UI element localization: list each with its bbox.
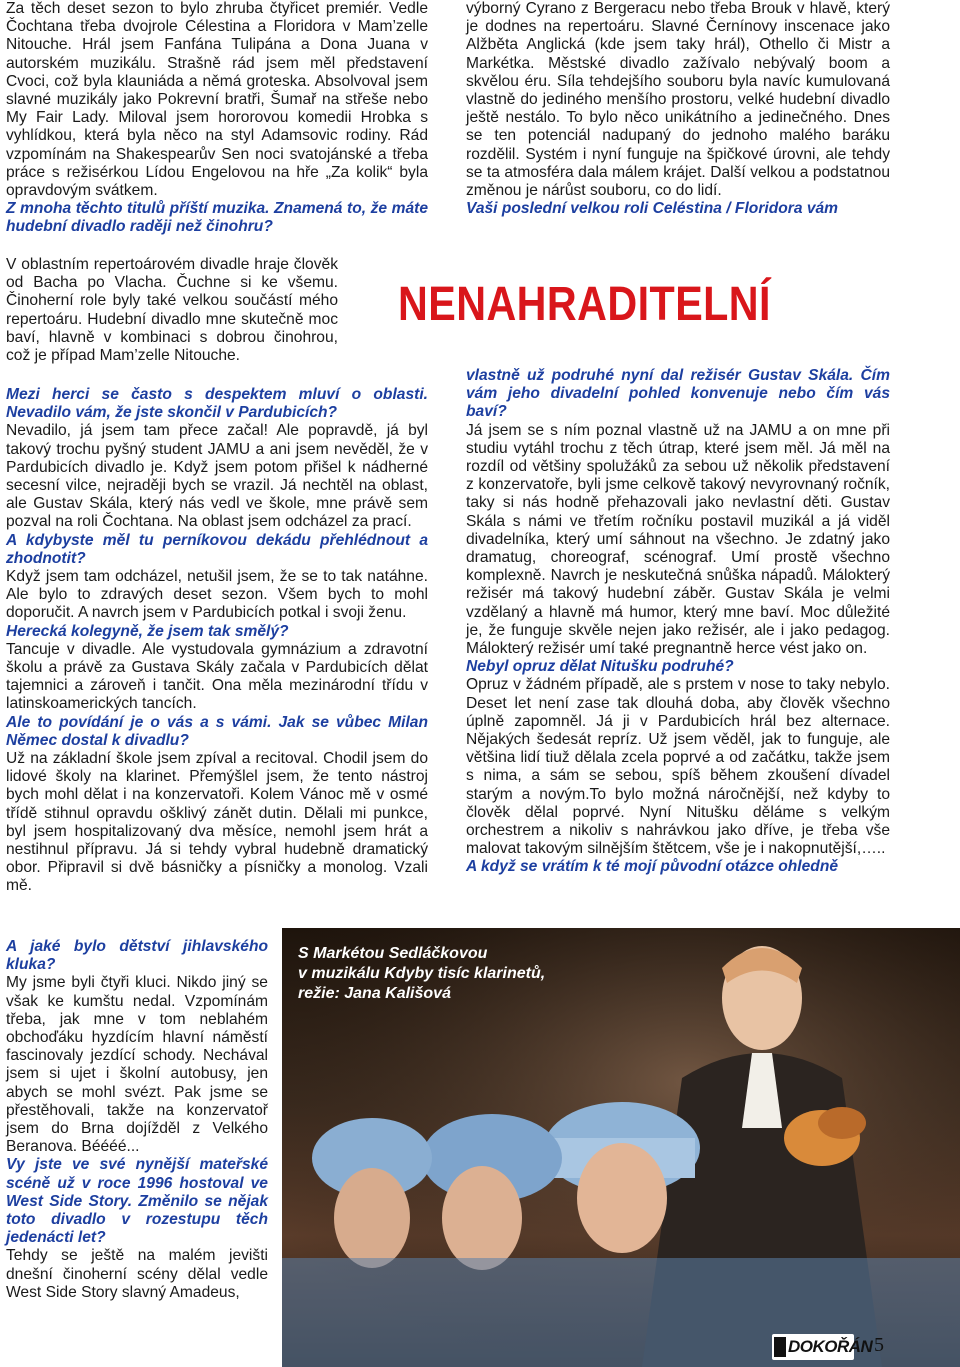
caption-line: režie: Jana Kališová — [298, 985, 451, 1002]
article-column-left-top — [6, 0, 428, 237]
interview-question: A když se vrátím k té mojí původní otázce ohledně — [466, 858, 839, 876]
interview-answer: Opruz v žádném případě, ale s prstem v nose to taky nebylo. Deset let není zase tak dlouhá doba, aby člověk všechno úplně zapomněl. Já ji v Pardubicích hrál bez alternace. Nějakých šedesát repríz. Už jsem věděl, jak to funguje, ale většina lidí tiuž dělala zcela poprvé a od začátku, takže jsem s nima, a sám se sebou, spíš během zkoušení dívadel starým a novým.To bylo možná náročnější, než kdyby to člověk dělal poprvé. Nyní Nitušku děláme s velkým orchestrem a nikoliv s nahrávkou jako dříve, je třeba vše malovat takovým silnějším štětcem, vše je i nakopnutější,….. — [466, 676, 890, 858]
interview-question: Vy jste ve své nynější mateřské scéně už v roce 1996 hostoval ve West Side Story. Změnilo se nějak toto divadlo v rozestupu těch jedenácti let? — [6, 1156, 268, 1247]
photo-caption — [298, 944, 628, 1004]
article-column-right-bottom — [466, 367, 890, 877]
headline: NENAHRADITELNÍ — [398, 278, 771, 331]
interview-question: A kdybyste měl tu perníkovou dekádu přehlédnout a zhodnotit? — [6, 531, 428, 567]
article-column-left-mid — [6, 386, 428, 896]
caption-line: S Markétou Sedláčkovou — [298, 945, 488, 962]
interview-answer: V oblastním repertoárovém divadle hraje člověk od Bacha po Vlacha. Čuchne si ke všemu. Činoherní role byly také velkou součástí mého repertoáru. Hudební divadlo mne skutečně moc baví, hlavně v kombinaci s dobrou činohrou, což je případ Mam’zelle Nitouche. — [6, 256, 338, 365]
caption-line: v muzikálu Kdyby tisíc klarinetů, — [298, 965, 546, 982]
interview-answer: My jsme byli čtyři kluci. Nikdo jiný se však ke kumštu nedal. Vzpomínám třeba, jak mne v tom neblahém obchoďáku hyzdícím hlavní náměstí fascinovaly jezdící schody. Nechával jsem si ujet i školní autobusy, jen abych se mohl svézt. Pak jsme se přestěhovali, takže na konzervatoř jsem do Brna dojížděl z Velkého Beranova. Béééé... — [6, 974, 268, 1156]
interview-question: Nebyl opruz dělat Nitušku podruhé? — [466, 658, 734, 676]
interview-question: Z mnoha těchto titulů příští muzika. Znamená to, že máte hudební divadlo raději než činohru? — [6, 200, 428, 236]
page-number: 5 — [874, 1334, 884, 1356]
interview-answer: Když jsem tam odcházel, netušil jsem, že se to tak natáhne. Ale bylo to zdravých deset sezon. Všem bych to mohl doporučit. A navrch jsem v Pardubicích potkal i svoji ženu. — [6, 568, 428, 622]
interview-question: A jaké bylo dětství jihlavského kluka? — [6, 938, 268, 974]
logo-text: DOKOŘÁN — [788, 1337, 873, 1356]
interview-answer: Nevadilo, já jsem tam přece začal! Ale popravdě, já byl takový trochu pyšný student JAMU a ani jsem nevěděl, že v Pardubicích divadlo je. Když jsem potom přišel k nádherné secesní vilce, nejraději bych se vrazil. Já nechtěl na oblast, ale Gustav Skála, který nás vedl ve škole, mne právě sem pozval na roli Čochtana. Na oblast jsem odcházel za prací. — [6, 422, 428, 531]
interview-answer: výborný Cyrano z Bergeracu nebo třeba Brouk v hlavě, který je dodnes na repertoáru. Slavné Černínovy inscenace jako Alžběta Anglická (kde jsem taky hrál), Othello či Mistr a Markétka. Městské divadlo zažívalo nebývalý boom a skvělou éru. Síla tehdejšího souboru byla navíc kumulovaná vlastně do jediného menšího prostoru, velké hudební divadlo ještě nestálo. To bylo něco unikátního a jedinečného. Dnes se ten potenciál nadupaný do jednoho malého baráku rozdělil. Systém i nyní funguje na špičkové úrovni, ale tehdy se ta atmosféra dala málem krájet. Další velkou a podstatnou změnou je nárůst souboru, co do lidí. — [466, 0, 890, 200]
interview-answer: Za těch deset sezon to bylo zhruba čtyřicet premiér. Vedle Čochtana třeba dvojrole Célestina a Floridora v Mam’zelle Nitouche. Hrál jsem Fanfána Tulipána a Dona Juana v autorském muzikálu. Strašně rád jsem měl představení Cvoci, což byla klauniáda a němá groteska. Absolvoval jsem slavné muzikály jako Pokrevní bratři, Šumař na střeše nebo My Fair Lady. Miloval jsem hororovou komedii Hrobka s vyhlídkou, která byla něco na styl Adamsovic rodiny. Rád vzpomínám na Shakespearův Sen noci svatojánské a třeba práce s režisérkou Lídou Engelovou na hře „Za kolik“ byla opravdovým svátkem. — [6, 0, 428, 200]
article-column-left-narrow — [6, 256, 338, 365]
article-column-left-bottom — [6, 938, 268, 1302]
interview-answer: Už na základní škole jsem zpíval a recitoval. Chodil jsem do lidové školy na klarinet. Přemýšlel jsem, že tento nástroj bych mohl dělat i na konzervatoři. Kolem Vánoc mě v osmé třídě stihnul opravdu ošklivý zánět dutin. Dělali mi punkce, byl jsem hospitalizovaný dva měsíce, nemohl jsem hrát a nestihnul přípravu. Já si tehdy vybral hudebně dramatický obor. Připravil si dvě básničky a písničky a monolog. Vzali mě. — [6, 750, 428, 895]
magazine-logo — [772, 1334, 873, 1360]
interview-answer: Já jsem se s ním poznal vlastně už na JAMU a on mne při studiu vytáhl trochu z těch útrap, které jsem měl. Já měl na rozdíl od většiny spolužáků za sebou už několik představení z konzervatoře, byli jsme celkově takový nevyrovnaný ročník, taky si nás hodně přehazovali jako nevlastní děti. Gustav Skála s námi ve třetím ročníku postavil muzikál a já viděl divadelníka, který umí sáhnout na všechno. Je zdatný jako dramatug, choreograf, scénograf. Umí prostě všechno komplexně. Navrch je neskutečná snůška nápadů. Málokterý režisér má takový hudební záběr. Gustav Skála je velmi vzdělaný a hlavně má humor, který mne baví. Moc důležité je, že funguje skvěle nejen jako režisér, ale i jako pedagog. Málokterý režisér umí také pregnantně herce vést jako on. — [466, 421, 890, 658]
interview-question: vlastně už podruhé nyní dal režisér Gustav Skála. Čím vám jeho divadelní pohled konvenuje nebo čím vás baví? — [466, 367, 890, 421]
article-column-right-top — [466, 0, 890, 218]
interview-question: Vaši poslední velkou roli Celéstina / Floridora vám — [466, 200, 839, 218]
interview-question: Ale to povídání je o vás a s vámi. Jak se vůbec Milan Němec dostal k divadlu? — [6, 713, 428, 749]
interview-answer: Tancuje v divadle. Ale vystudovala gymnázium a zdravotní školu a právě za Gustava Skály začala v Pardubicích dělat tajemnici a zároveň i tančit. Ona měla mezinárodní třídu v latinskoamerických tancích. — [6, 640, 428, 713]
interview-answer: Tehdy se ještě na malém jevišti dnešní činoherní scény dělal vedle West Side Story slavný Amadeus, — [6, 1247, 268, 1301]
interview-question: Herecká kolegyně, že jsem tak smělý? — [6, 622, 289, 640]
logo-mark-icon — [774, 1337, 786, 1357]
interview-question: Mezi herci se často s despektem mluví o oblasti. Nevadilo vám, že jste skončil v Pardubicích? — [6, 386, 428, 422]
